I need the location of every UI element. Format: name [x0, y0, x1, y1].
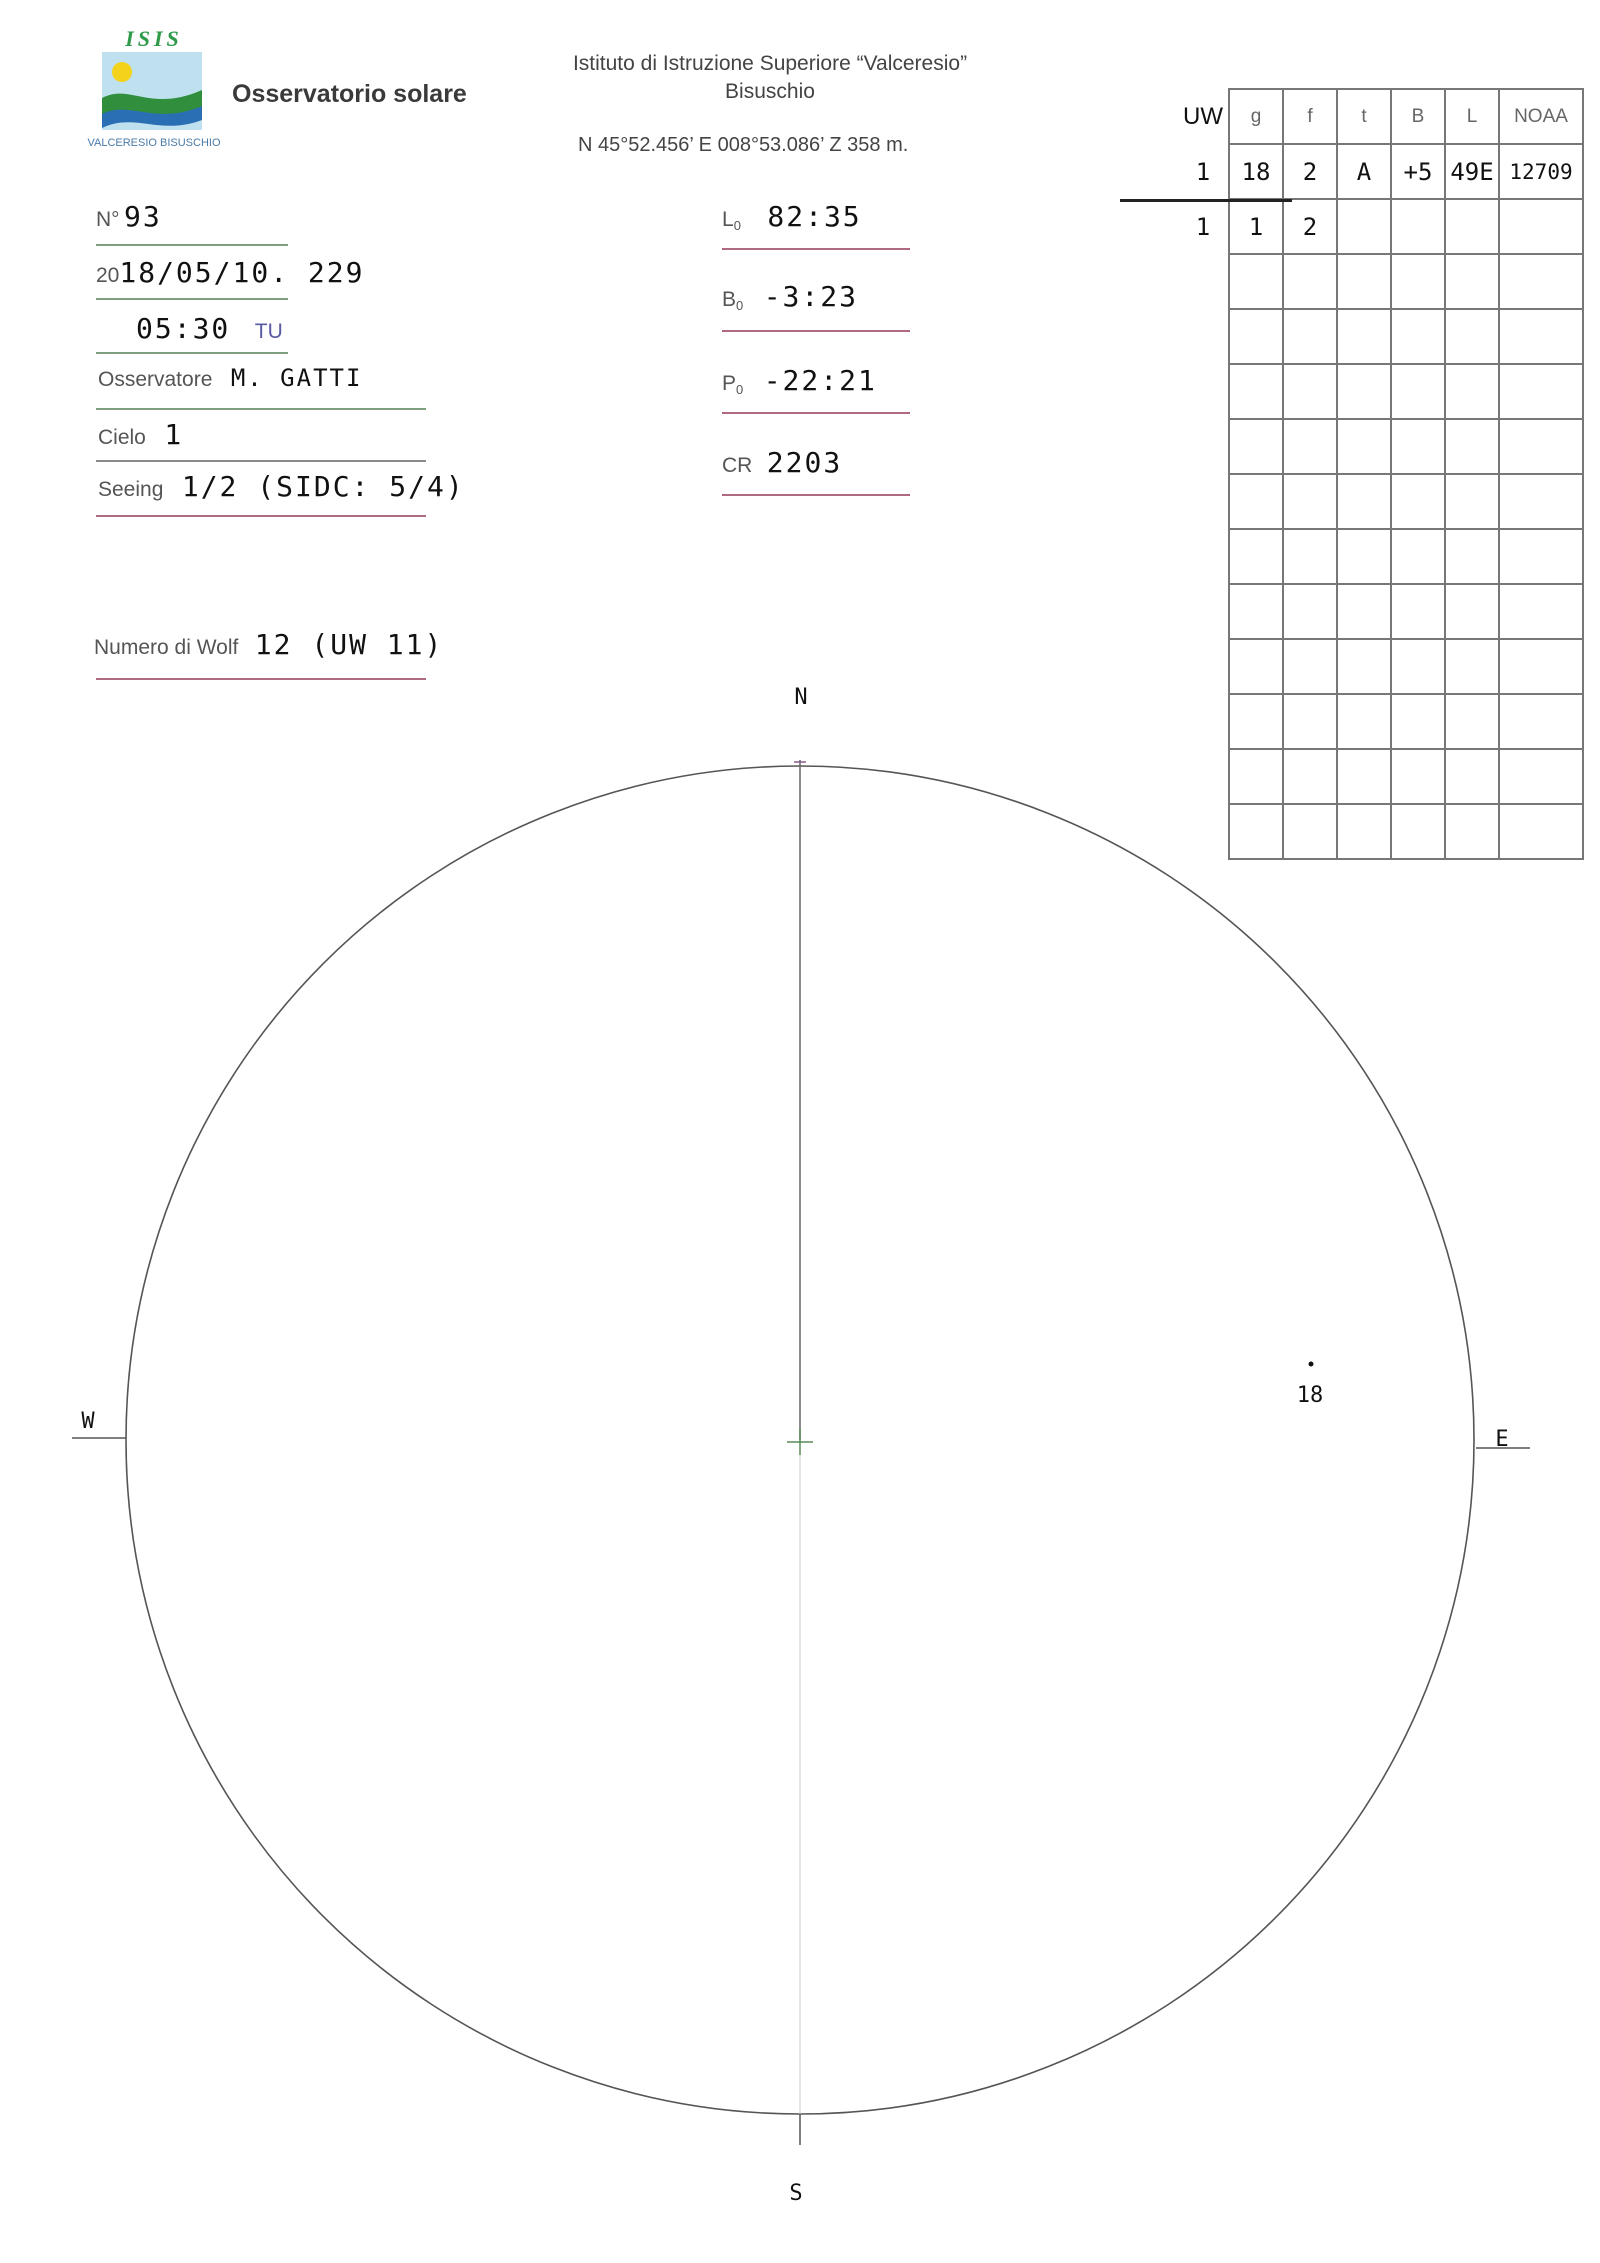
cr-label: CR	[722, 454, 753, 477]
cell-t: A	[1337, 144, 1391, 199]
sunspot-marker	[1309, 1362, 1314, 1367]
number-value: 93	[124, 200, 162, 233]
p0-subscript: 0	[736, 382, 744, 398]
header-l: L	[1445, 89, 1499, 144]
east-label: E	[1495, 1427, 1509, 1452]
south-label: S	[789, 2181, 803, 2206]
header-f: f	[1283, 89, 1337, 144]
header-g: g	[1229, 89, 1283, 144]
date-prefix: 20	[96, 264, 120, 287]
cell-f: 2	[1283, 144, 1337, 199]
observer-value: M. GATTI	[230, 364, 363, 392]
time-unit: TU	[254, 320, 283, 343]
observer-label: Osservatore	[98, 368, 213, 391]
header-t: t	[1337, 89, 1391, 144]
seeing-label: Seeing	[98, 478, 164, 501]
observatory-coordinates: N 45°52.456’ E 008°53.086’ Z 358 m.	[578, 134, 909, 156]
total-g: 1	[1229, 199, 1283, 254]
l0-label: L	[722, 208, 734, 231]
observatory-name: Osservatorio solare	[232, 80, 467, 108]
l0-value: 82:35	[767, 200, 862, 233]
date-value: 18/05/10. 229	[119, 256, 365, 289]
header-uw: UW	[1183, 102, 1223, 130]
cr-value: 2203	[766, 446, 843, 479]
b0-label: B	[722, 288, 737, 311]
l0-subscript: 0	[733, 218, 741, 234]
header-b: B	[1391, 89, 1445, 144]
sky-value: 1	[164, 418, 184, 451]
number-label: N°	[96, 208, 120, 231]
west-label: W	[81, 1409, 95, 1434]
cell-g: 18	[1229, 144, 1283, 199]
cell-b: +5	[1391, 144, 1445, 199]
b0-value: -3:23	[763, 280, 858, 313]
header-noaa: NOAA	[1499, 89, 1583, 144]
north-label: N	[794, 685, 808, 710]
cell-uw: 1	[1195, 157, 1211, 186]
school-town: Bisuschio	[725, 80, 815, 103]
seeing-value: 1/2 (SIDC: 5/4)	[181, 470, 465, 503]
cell-noaa: 12709	[1499, 144, 1583, 199]
school-name: Istituto di Istruzione Superiore “Valceresio”	[572, 52, 968, 75]
logo-text: ISIS	[125, 26, 183, 51]
b0-subscript: 0	[736, 298, 744, 314]
total-f: 2	[1283, 199, 1337, 254]
total-uw: 1	[1195, 212, 1211, 241]
sunspot-group-label: 18	[1296, 1383, 1324, 1408]
logo-caption: VALCERESIO BISUSCHIO	[87, 137, 221, 149]
wolf-value: 12 (UW 11)	[254, 628, 444, 661]
time-value: 05:30	[136, 312, 231, 345]
wolf-label: Numero di Wolf	[94, 636, 239, 659]
sky-label: Cielo	[98, 426, 146, 449]
p0-value: -22:21	[763, 364, 877, 397]
p0-label: P	[722, 372, 737, 395]
cell-l: 49E	[1445, 144, 1499, 199]
